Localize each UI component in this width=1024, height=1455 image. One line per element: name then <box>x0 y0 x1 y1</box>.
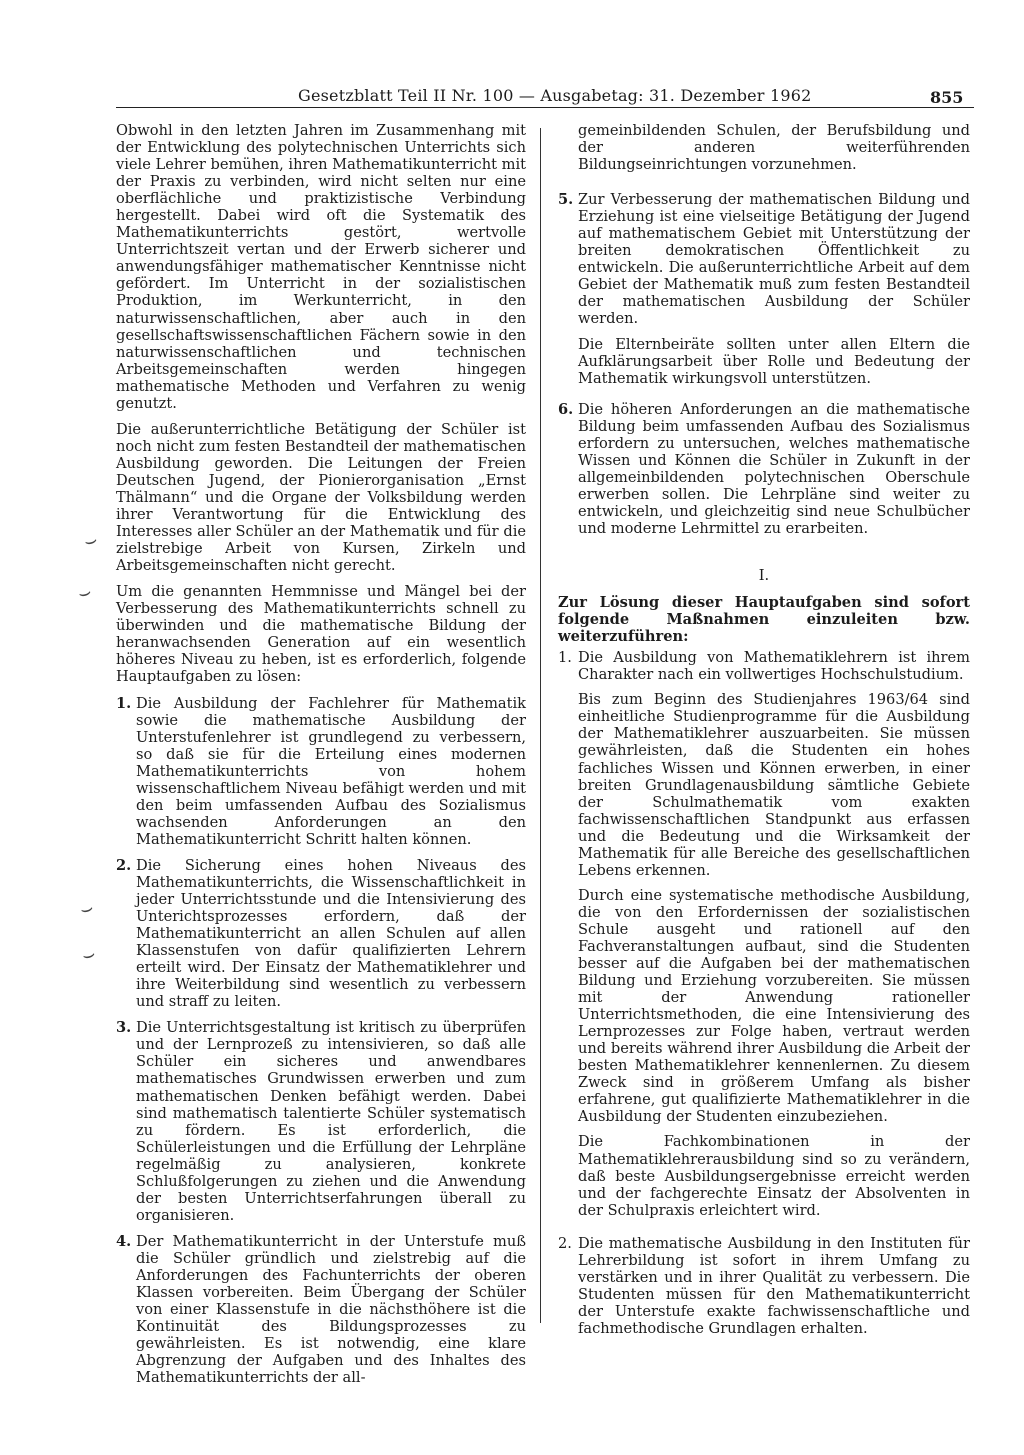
list-item-text: Die Ausbildung der Fachlehrer für Mathematik sowie die mathematische Ausbildung der Unterstufenlehrer ist grundlegend zu verbessern, so daß sie für die Erteilung eines modernen Mathematikunterrichts von hohem wissenschaftlichem Niveau befähigt werden und mit den beim umfassenden Aufbau des Sozialismus wachsenden Anforderungen an den Mathematikunterricht Schritt halten können. <box>136 694 526 848</box>
paragraph: Um die genannten Hemmnisse und Mängel bei der Verbesserung des Mathematikunterrichts schnell zu überwinden und die mathematische Bildung der heranwachsenden Generation auf ein wesentlich höheres Niveau zu heben, ist es erforderlich, folgende Hauptaufgaben zu lösen: <box>116 583 526 686</box>
list-item-number: 4. <box>116 1232 132 1250</box>
paragraph: gemeinbildenden Schulen, der Berufsbildung und der anderen weiterführenden Bildungseinrichtungen vorzunehmen. <box>578 122 970 174</box>
list-item-number: 2. <box>116 856 132 874</box>
measure-item <box>558 1235 970 1337</box>
list-item-text: Die Sicherung eines hohen Niveaus des Mathematikunterrichts, die Wissenschaftlichkeit in jeder Unterrichtsstunde und die Intensivierung des Unterichtsprozesses erfordern, daß der Mathematikunterricht an allen Schulen auf allen Klassenstufen von dafür qualifizierten Lehrern erteilt wird. Der Einsatz der Mathematiklehrer und ihre Weiterbildung sind wesentlich zu verbessern und straff zu leiten. <box>136 856 526 1011</box>
section-intro: Zur Lösung dieser Hauptaufgaben sind sofort folgende Maßnahmen einzuleiten bzw. weiterzuführen: <box>558 594 970 646</box>
page-number: 855 <box>930 88 964 107</box>
list-item <box>558 401 970 537</box>
paragraph: Die außerunterrichtliche Betätigung der Schüler ist noch nicht zum festen Bestandteil der mathematischen Ausbildung geworden. Die Leitungen der Freien Deutschen Jugend, der Pionierorganisation „Ernst Thälmann“ und die Organe der Volksbildung werden ihrer Verantwortung für die Entwicklung des Interesses aller Schüler an der Mathematik und für die zielstrebige Arbeit von Kursen, Zirkeln und Arbeitsgemeinschaften nicht gerecht. <box>116 420 526 575</box>
list-item <box>116 857 526 1010</box>
list-item-text: Die Elternbeiräte sollten unter allen Eltern die Aufklärungsarbeit über Rolle und Bedeutung der Mathematik wirkungsvoll unterstützen. <box>578 335 970 387</box>
list-item-text: Die Fachkombinationen in der Mathematiklehrerausbildung sind so zu verändern, daß beste Ausbildungsergebnisse erreicht werden und der fachgerechte Einsatz der Absolventen in der Schulpraxis erleichtert wird. <box>578 1133 970 1219</box>
list-item-text: Die Ausbildung von Mathematiklehrern ist ihrem Charakter nach ein vollwertiges Hochschulstudium. <box>578 649 970 684</box>
measure-item <box>558 649 970 1219</box>
margin-checkmark-icon: ⌣ <box>81 526 101 554</box>
list-item-continuation <box>558 122 970 173</box>
list-item <box>116 1019 526 1224</box>
list-item-text: Die höheren Anforderungen an die mathematische Bildung beim umfassenden Aufbau des Sozialismus erfordern zu untersuchen, welches mathematische Wissen und Können die Schüler in Zukunft in der allgemeinbildenden polytechnischen Oberschule erwerben sollen. Die Lehrpläne sind weiter zu entwickeln, und gleichzeitig sind neue Schulbücher und moderne Lehrmittel zu erarbeiten. <box>578 400 970 537</box>
column-divider <box>540 128 541 1323</box>
list-item-text: Bis zum Beginn des Studienjahres 1963/64 sind einheitliche Studienprogramme für die Ausbildung der Mathematiklehrer auszuarbeiten. Sie müssen gewährleisten, daß die Studenten ein hohes fachliches Wissen und Können erwerben, in einer breiten Grundlagenausbildung sämtliche Gebiete der Schulmathematik vom exakten fachwissenschaftlichen Standpunkt aus erfassen und die Bedeutung und die Wirksamkeit der Mathematik für alle Bereiche des gesellschaftlichen Lebens erkennen. <box>578 691 970 879</box>
list-item <box>116 1233 526 1386</box>
list-item-text: Zur Verbesserung der mathematischen Bildung und Erziehung ist eine vielseitige Betätigung der Jugend auf mathematischem Gebiet mit Unterstützung der breiten demokratischen Öffentlichkeit zu entwickeln. Die außerunterrichtliche Arbeit auf dem Gebiet der Mathematik muß zum festen Bestandteil der mathematischen Ausbildung der Schüler werden. <box>578 191 970 328</box>
list-item-number: 5. <box>558 191 574 209</box>
list-item-text: Die mathematische Ausbildung in den Instituten für Lehrerbildung ist sofort in ihrem Umfang zu verstärken und in ihrer Qualität zu verbessern. Die Studenten müssen für den Mathematikunterricht der Unterstufe exakte fachwissenschaftliche und fachmethodische Grundlagen erhalten. <box>578 1234 970 1337</box>
margin-checkmark-icon: ⌣ <box>77 894 97 922</box>
list-item-number: 1. <box>116 694 132 712</box>
page-header-title: Gesetzblatt Teil II Nr. 100 — Ausgabetag: 31. Dezember 1962 <box>298 86 812 105</box>
section-numeral: I. <box>758 567 770 585</box>
right-column <box>558 122 970 1337</box>
list-item-number: 6. <box>558 400 574 418</box>
list-item-text: Die Unterrichtsgestaltung ist kritisch zu überprüfen und der Lernprozeß zu intensivieren, so daß alle Schüler ein sicheres und anwendbares mathematisches Grundwissen erwerben und zum mathematischen Denken befähigt werden. Dabei sind mathematisch talentierte Schüler systematisch zu fördern. Es ist erforderlich, die Schülerleistungen und die Erfüllung der Lehrpläne regelmäßig zu analysieren, konkrete Schlußfolgerungen zu ziehen und die Anwendung der besten Unterrichtserfahrungen überall zu organisieren. <box>136 1019 526 1224</box>
paragraph: Obwohl in den letzten Jahren im Zusammenhang mit der Entwicklung des polytechnischen Unterrichts sich viele Lehrer bemühen, ihren Mathematikunterricht mit der Praxis zu verbinden, wird nicht selten nur eine oberflächliche und praktizistische Verbindung hergestellt. Dabei wird oft die Systematik des Mathematikunterrichts gestört, wertvolle Unterrichtszeit vertan und der Erwerb sicherer und anwendungsfähiger mathematischer Kenntnisse nicht gefördert. Im Unterricht in der sozialistischen Produktion, im Werkunterricht, in den naturwissenschaftlichen, aber auch in den gesellschaftswissenschaftlichen Fächern sowie in den naturwissenschaftlichen und technischen Arbeitsgemeinschaften werden hingegen mathematische Methoden und Verfahren zu wenig genutzt. <box>116 122 526 412</box>
list-item-text: Durch eine systematische methodische Ausbildung, die von den Erfordernissen der sozialistischen Schule ausgeht und rationell auf den Fachveranstaltungen aufbaut, sind die Studenten besser auf die Aufgaben bei der mathematischen Bildung und Erziehung vorzubereiten. Sie müssen mit der Anwendung rationeller Unterrichtsmethoden, die eine Intensivierung des Lernprozesses zur Folge haben, vertraut werden und bereits während ihrer Ausbildung die Arbeit der besten Mathematiklehrer kennenlernen. Zu diesem Zweck sind in größerem Umfang als bisher erfahrene, gut qualifizierte Mathematiklehrer in die Ausbildung der Studenten einzubeziehen. <box>578 886 970 1126</box>
header-rule <box>116 107 974 108</box>
list-item <box>558 191 970 387</box>
left-column <box>116 122 526 1386</box>
list-item <box>116 695 526 848</box>
list-item-number: 2. <box>558 1234 572 1252</box>
list-item-number: 3. <box>116 1019 132 1037</box>
list-item-text: Der Mathematikunterricht in der Unterstufe muß die Schüler gründlich und zielstrebig auf die Anforderungen des Fachunterrichts der oberen Klassen vorbereiten. Beim Übergang der Schüler von einer Klassenstufe in die nächsthöhere ist die Kontinuität des Bildungsprozesses zu gewährleisten. Es ist notwendig, eine klare Abgrenzung der Aufgaben und des Inhaltes des Mathematikunterrichts der all- <box>136 1232 526 1387</box>
margin-checkmark-icon: ⌣ <box>79 940 99 968</box>
list-item-number: 1. <box>558 649 572 667</box>
margin-checkmark-icon: ⌣ <box>75 578 95 606</box>
